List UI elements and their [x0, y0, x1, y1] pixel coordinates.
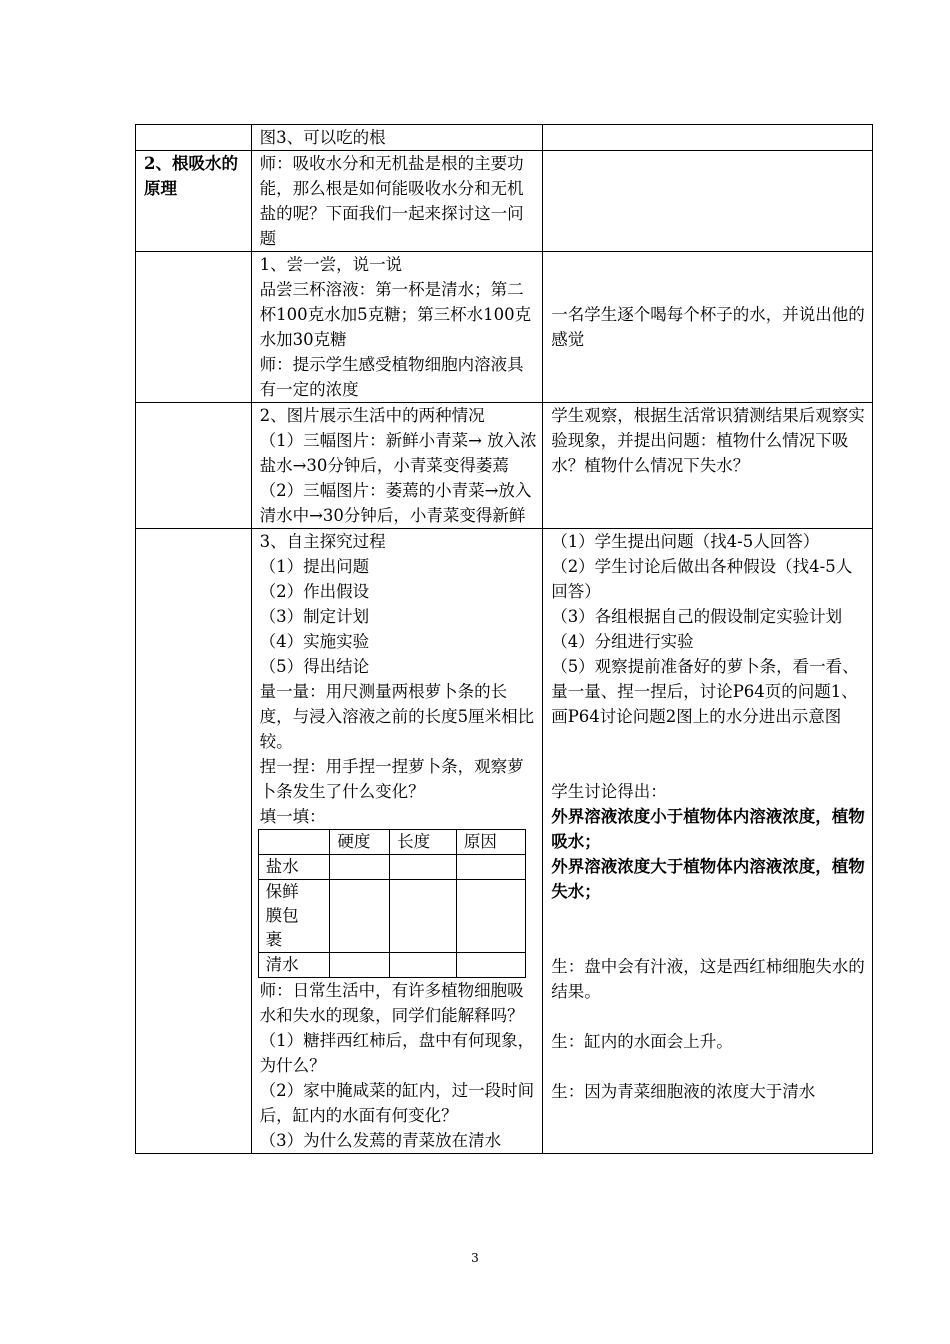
fill-table-header: 原因 [456, 830, 525, 855]
fill-table-cell [330, 855, 390, 880]
fill-table-cell [390, 953, 457, 978]
student-text: 一名学生逐个喝每个杯子的水，并说出他的感觉 [551, 305, 865, 349]
spacer [551, 904, 867, 954]
topic-cell [136, 529, 252, 1154]
table-row [136, 151, 873, 252]
fill-table-cell [330, 953, 390, 978]
teacher-cell [251, 125, 543, 151]
topic-cell [136, 125, 252, 151]
fill-table-cell [390, 880, 457, 953]
student-cell [543, 252, 873, 403]
table-row [136, 403, 873, 529]
fill-table-row [258, 953, 525, 978]
student-text: 学生讨论得出： [551, 782, 667, 801]
teacher-text: 2、图片展示生活中的两种情况 [259, 406, 485, 425]
conclusion-text: 外界溶液浓度大于植物体内溶液浓度，植物失水； [551, 857, 865, 901]
teacher-text: 3、自主探究过程 [259, 532, 386, 551]
lesson-plan-table [135, 124, 873, 1154]
teacher-cell [251, 151, 543, 252]
fill-in-table [258, 829, 526, 978]
teacher-text: （2）家中腌咸菜的缸内，过一段时间后，缸内的水面有何变化？ [259, 1081, 535, 1125]
teacher-text: （2）三幅图片：萎蔫的小青菜→放入清水中→30分钟后，小青菜变得新鲜 [259, 481, 532, 525]
page-number: 3 [471, 1251, 479, 1265]
student-text: （5）观察提前准备好的萝卜条，看一看、量一量、捏一捏后，讨论P64页的问题1、画P64讨论问题2图上的水分进出示意图 [551, 657, 859, 726]
teacher-cell [251, 252, 543, 403]
teacher-text: 填一填： [259, 807, 326, 826]
student-text: （4）分组进行实验 [551, 632, 694, 651]
teacher-text: （1）糖拌西红柿后，盘中有何现象，为什么？ [259, 1031, 535, 1075]
fill-table-row [258, 880, 525, 953]
student-text: 生：盘中会有汁液，这是西红柿细胞失水的结果。 [551, 957, 865, 1001]
teacher-text: 捏一捏：用手捏一捏萝卜条，观察萝卜条发生了什么变化？ [259, 757, 524, 801]
fill-table-cell [456, 880, 525, 953]
teacher-text: （2）作出假设 [259, 582, 370, 601]
teacher-text: 1、尝一尝，说一说 [259, 255, 403, 274]
student-cell [543, 529, 873, 1154]
section-heading: 2、根吸水的原理 [144, 154, 238, 198]
fill-table-row-label: 盐水 [258, 855, 330, 880]
student-cell [543, 403, 873, 529]
lesson-plan-table-wrapper [135, 124, 873, 1204]
table-row [136, 125, 873, 151]
teacher-text: （3）为什么发蔫的青菜放在清水 [259, 1131, 502, 1150]
student-text: 生：缸内的水面会上升。 [551, 1032, 733, 1051]
student-text: （3）各组根据自己的假设制定实验计划 [551, 607, 843, 626]
teacher-text: （4）实施实验 [259, 632, 370, 651]
topic-cell [136, 403, 252, 529]
teacher-text: （3）制定计划 [259, 607, 370, 626]
spacer [551, 729, 867, 779]
student-text: （1）学生提出问题（找4-5人回答） [551, 532, 820, 551]
teacher-text: 师：日常生活中，有许多植物细胞吸水和失水的现象，同学们能解释吗？ [259, 981, 524, 1025]
teacher-text: （1）提出问题 [259, 557, 370, 576]
student-text: 生：因为青菜细胞液的浓度大于清水 [551, 1082, 816, 1101]
student-text: （2）学生讨论后做出各种假设（找4-5人回答） [551, 557, 853, 601]
fill-table-header [258, 830, 330, 855]
fill-table-cell [390, 855, 457, 880]
fill-table-header: 长度 [390, 830, 457, 855]
fill-table-row [258, 855, 525, 880]
spacer [551, 1004, 867, 1029]
topic-cell [136, 252, 252, 403]
fill-table-row-label: 保鲜膜包裹 [258, 880, 330, 953]
fill-table-cell [456, 855, 525, 880]
fill-table-header-row [258, 830, 525, 855]
teacher-text: （5）得出结论 [259, 657, 370, 676]
conclusion-text: 外界溶液浓度小于植物体内溶液浓度，植物吸水； [551, 807, 865, 851]
fill-table-cell [330, 880, 390, 953]
topic-cell [136, 151, 252, 252]
teacher-text: （1）三幅图片：新鲜小青菜→ 放入浓盐水→30分钟后，小青菜变得萎蔫 [259, 431, 537, 475]
student-cell [543, 151, 873, 252]
teacher-text: 师：吸收水分和无机盐是根的主要功能，那么根是如何能吸收水分和无机盐的呢？下面我们一起来探讨这一问题 [259, 154, 524, 248]
fill-table-cell [456, 953, 525, 978]
teacher-text: 品尝三杯溶液：第一杯是清水；第二杯100克水加5克糖；第三杯水100克水加30克糖 [259, 280, 532, 349]
table-row [136, 529, 873, 1154]
fill-table-row-label: 清水 [258, 953, 330, 978]
student-cell [543, 125, 873, 151]
fill-table-header: 硬度 [330, 830, 390, 855]
teacher-cell [251, 529, 543, 1154]
teacher-text: 量一量：用尺测量两根萝卜条的长度，与浸入溶液之前的长度5厘米相比较。 [259, 682, 535, 751]
spacer [551, 1054, 867, 1079]
teacher-text: 师：提示学生感受植物细胞内溶液具有一定的浓度 [259, 355, 524, 399]
student-text: 学生观察，根据生活常识猜测结果后观察实验现象，并提出问题：植物什么情况下吸水？植物什么情况下失水？ [551, 406, 865, 475]
table-row [136, 252, 873, 403]
figure-caption: 图3、可以吃的根 [259, 128, 386, 147]
teacher-cell [251, 403, 543, 529]
